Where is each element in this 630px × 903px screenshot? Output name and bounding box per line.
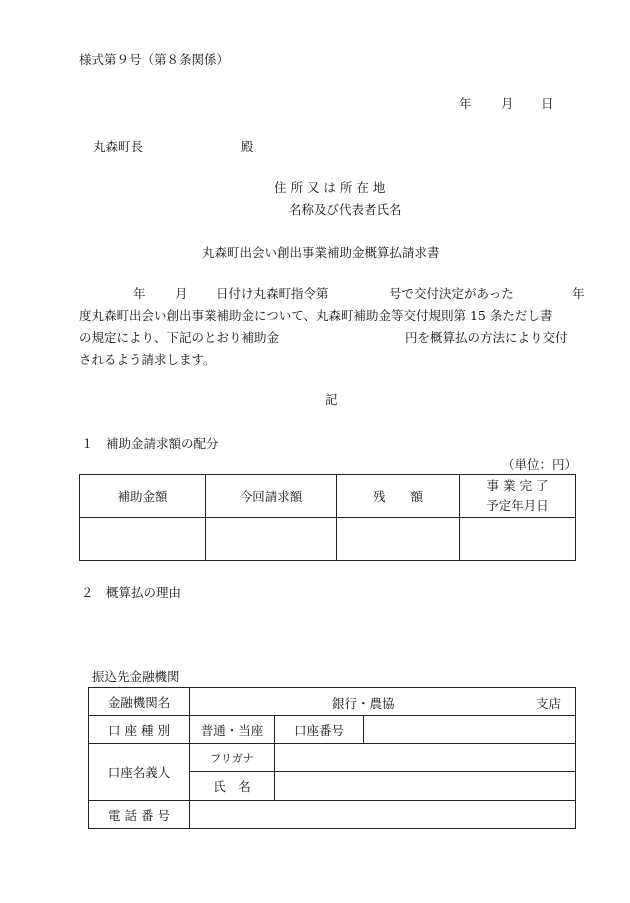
section1-heading: 補助金請求額の配分 [106,436,219,451]
col-subsidy-amount: 補助金額 [80,475,206,518]
section1-number: １ [81,436,94,451]
ki-marker: 記 [325,392,338,407]
bank-caption: 振込先金融機関 [92,669,180,684]
section2-heading: 概算払の理由 [106,585,182,600]
applicant-name-label: 名称及び代表者氏名 [289,202,402,217]
holder-name-value[interactable] [275,772,576,801]
col-completion-date: 事 業 完 了 予定年月日 [460,475,576,518]
phone-label: 電 話 番 号 [89,801,190,829]
addressee-name: 丸森町長 [93,139,144,154]
date-day: 日 [541,96,554,111]
furigana-label: フリガナ [190,744,275,772]
institution-value[interactable]: 銀行・農協 支店 [190,688,576,716]
body-line-3: の規定により、下記のとおり補助金 円を概算払の方法により交付 [79,330,568,345]
col-current-request: 今回請求額 [206,475,337,518]
body-line-2: 度丸森町出会い創出事業補助金について、丸森町補助金等交付規則第 15 条ただし書 [79,308,553,323]
addressee-honorific: 殿 [241,139,254,154]
account-type-label: 口 座 種 別 [89,716,190,744]
body-line-4: されるよう請求します。 [79,352,216,367]
institution-label: 金融機関名 [89,688,190,716]
cell-current-request[interactable] [206,518,337,561]
account-number-value[interactable] [364,716,576,744]
date-month: 月 [501,96,514,111]
bank-table [88,687,576,829]
account-number-label: 口座番号 [275,716,364,744]
date-year: 年 [459,96,472,111]
col-remaining: 残 額 [337,475,460,518]
document-title: 丸森町出会い創出事業補助金概算払請求書 [202,245,440,260]
form-number: 様式第９号（第８条関係） [79,52,230,67]
allocation-table [79,474,576,561]
applicant-address-label: 住 所 又 は 所 在 地 [274,180,386,195]
holder-label: 口座名義人 [89,744,190,801]
holder-name-label: 氏 名 [190,772,275,801]
section2-number: ２ [81,585,94,600]
account-type-value[interactable]: 普通・当座 [190,716,275,744]
furigana-value[interactable] [275,744,576,772]
phone-value[interactable] [190,801,576,829]
cell-subsidy-amount[interactable] [80,518,206,561]
body-line-1: 年 月 日付け丸森町指令第 号で交付決定があった 年 [133,286,585,301]
cell-remaining[interactable] [337,518,460,561]
cell-completion-date[interactable] [460,518,576,561]
unit-label: （単位：円） [502,457,578,472]
request-body [79,283,585,371]
